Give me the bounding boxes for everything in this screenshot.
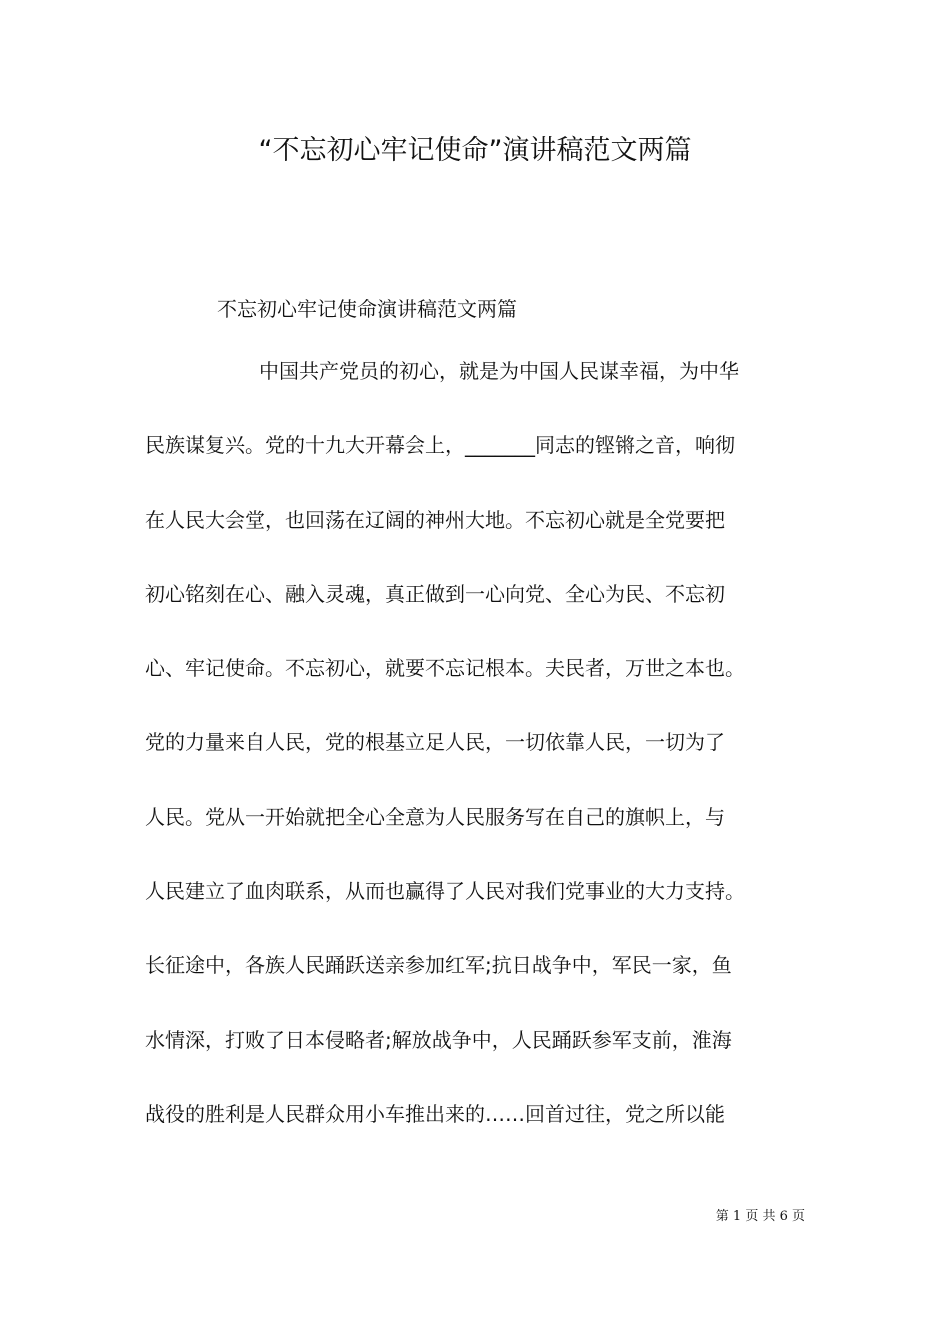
body-line-11: 战役的胜利是人民群众用小车推出来的……回首过往，党之所以能 (145, 1101, 725, 1126)
body-line-2: 民族谋复兴。党的十九大开幕会上，_______同志的铿锵之音，响彻 (145, 433, 735, 458)
body-line-1: 中国共产党员的初心，就是为中国人民谋幸福，为中华 (259, 359, 739, 383)
body-line-10: 水情深，打败了日本侵略者;解放战争中，人民踊跃参军支前，淮海 (145, 1027, 732, 1052)
page-number: 第 1 页 共 6 页 (715, 1209, 805, 1224)
body-line-4: 初心铭刻在心、融入灵魂，真正做到一心向党、全心为民、不忘初 (145, 581, 725, 606)
body-line-8: 人民建立了血肉联系，从而也赢得了人民对我们党事业的大力支持。 (145, 879, 745, 904)
body-line-7: 人民。党从一开始就把全心全意为人民服务写在自己的旗帜上，与 (145, 804, 725, 829)
body-text (145, 355, 815, 1172)
body-line-6: 党的力量来自人民，党的根基立足人民，一切依靠人民，一切为了 (145, 730, 725, 755)
document-subtitle: 不忘初心牢记使命演讲稿范文两篇 (217, 297, 517, 321)
body-line-5: 心、牢记使命。不忘初心，就要不忘记根本。夫民者，万世之本也。 (145, 656, 745, 681)
body-line-9: 长征途中，各族人民踊跃送亲参加红军;抗日战争中，军民一家，鱼 (145, 953, 732, 978)
document-title: “不忘初心牢记使命”演讲稿范文两篇 (258, 135, 692, 166)
body-line-3: 在人民大会堂，也回荡在辽阔的神州大地。不忘初心就是全党要把 (145, 507, 725, 532)
